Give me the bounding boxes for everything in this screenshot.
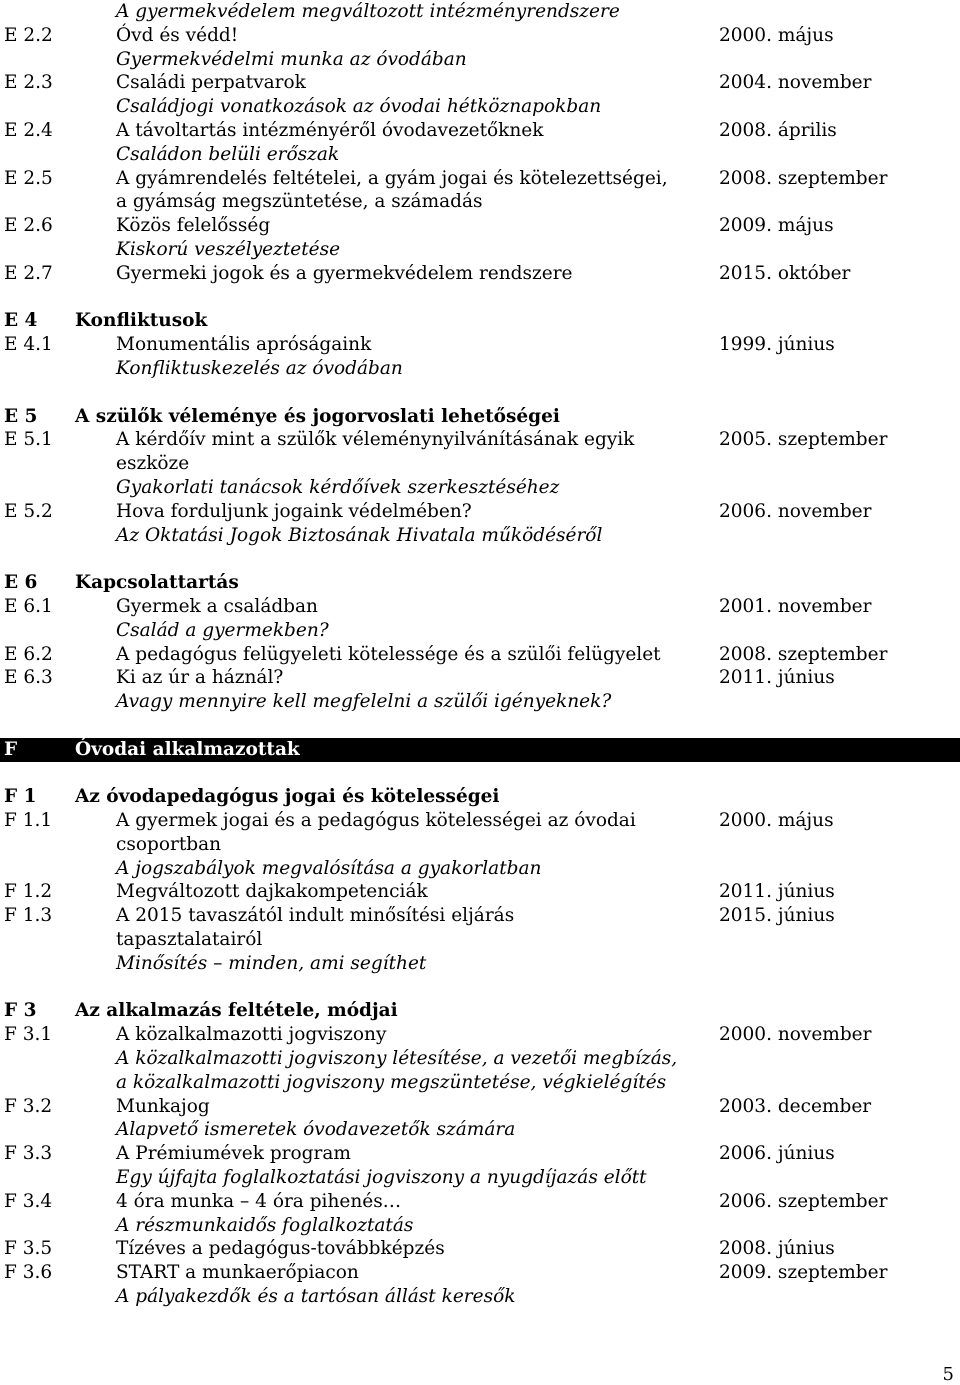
subtitle-text: Minősítés – minden, ami segíthet <box>116 952 427 974</box>
subtitle-text: Az Oktatási Jogok Biztosának Hivatala működéséről <box>116 524 603 546</box>
entry-code: E 6.2 <box>4 643 53 665</box>
entry-code: F 1.3 <box>4 905 53 927</box>
entry-subtitle <box>0 95 960 119</box>
entry-subtitle <box>0 1071 960 1095</box>
entry-code: E 2.7 <box>4 262 53 284</box>
entry-row <box>0 71 960 95</box>
spacer <box>0 976 960 1000</box>
section-heading <box>0 785 960 809</box>
entry-code: E 2.2 <box>4 24 53 46</box>
entry-date: 2015. október <box>719 262 851 284</box>
entry-row <box>0 1237 960 1261</box>
section-title: Kapcsolattartás <box>75 572 239 594</box>
entry-title-cont: tapasztalatairól <box>116 929 263 951</box>
entry-title-continuation <box>0 452 960 476</box>
entry-title-continuation <box>0 833 960 857</box>
entry-date: 2011. június <box>719 667 835 689</box>
spacer <box>0 286 960 310</box>
entry-title: Ki az úr a háznál? <box>116 667 284 689</box>
entry-subtitle <box>0 1285 960 1309</box>
subtitle-text: A közalkalmazotti jogviszony létesítése, a vezetői megbízás, <box>116 1048 678 1070</box>
entry-row <box>0 214 960 238</box>
entry-title: A gyámrendelés feltételei, a gyám jogai és kötelezettségei, <box>116 167 668 189</box>
subtitle-text: Család a gyermekben? <box>116 619 329 641</box>
entry-date: 2011. június <box>719 881 835 903</box>
entry-row <box>0 1142 960 1166</box>
section-title: A szülők véleménye és jogorvoslati lehetőségei <box>75 405 560 427</box>
subtitle-text: Gyakorlati tanácsok kérdőívek szerkesztéséhez <box>116 476 560 498</box>
entry-row <box>0 262 960 286</box>
section-heading <box>0 999 960 1023</box>
entry-subtitle <box>0 476 960 500</box>
entry-row <box>0 809 960 833</box>
subtitle-text: Családon belüli erőszak <box>116 143 340 165</box>
entry-title: Tízéves a pedagógus-továbbképzés <box>116 1238 445 1260</box>
entry-title-continuation <box>0 190 960 214</box>
entry-date: 2009. szeptember <box>719 1262 888 1284</box>
entry-code: F 3.1 <box>4 1024 53 1046</box>
entry-title: START a munkaerőpiacon <box>116 1262 359 1284</box>
entry-subtitle <box>0 1118 960 1142</box>
chapter-title: Óvodai alkalmazottak <box>75 738 300 760</box>
entry-date: 2004. november <box>719 72 872 94</box>
entry-row <box>0 24 960 48</box>
entry-title: A 2015 tavaszától indult minősítési eljárás <box>116 905 515 927</box>
entry-subtitle <box>0 690 960 714</box>
entry-code: F 1.2 <box>4 881 53 903</box>
entry-code: E 4.1 <box>4 334 53 356</box>
entry-code: F 3.6 <box>4 1262 53 1284</box>
subtitle-text: Alapvető ismeretek óvodavezetők számára <box>116 1119 516 1141</box>
entry-title: A gyermek jogai és a pedagógus kötelességei az óvodai <box>116 810 636 832</box>
entry-title-cont: csoportban <box>116 833 222 855</box>
entry-date: 2005. szeptember <box>719 429 888 451</box>
entry-title: Munkajog <box>116 1095 210 1117</box>
entry-title: Gyermeki jogok és a gyermekvédelem rendszere <box>116 262 573 284</box>
section-code: F 1 <box>4 786 37 808</box>
entry-subtitle <box>0 619 960 643</box>
entry-code: E 5.1 <box>4 429 53 451</box>
section-title: Az óvodapedagógus jogai és kötelességei <box>75 786 500 808</box>
entry-date: 2006. június <box>719 1143 835 1165</box>
subtitle-text: a közalkalmazotti jogviszony megszüntetése, végkielégítés <box>116 1071 667 1093</box>
entry-subtitle <box>0 952 960 976</box>
entry-date: 2001. november <box>719 595 872 617</box>
entry-title: Óvd és védd! <box>116 24 239 46</box>
entry-row <box>0 428 960 452</box>
entry-code: F 1.1 <box>4 810 53 832</box>
entry-row <box>0 1261 960 1285</box>
section-code: E 6 <box>4 572 38 594</box>
entry-subtitle <box>0 143 960 167</box>
entry-title: A távoltartás intézményéről óvodavezetőknek <box>116 119 544 141</box>
entry-title: Megváltozott dajkakompetenciák <box>116 881 428 903</box>
entry-date: 2000. május <box>719 24 834 46</box>
entry-code: E 5.2 <box>4 500 53 522</box>
entry-code: E 2.5 <box>4 167 53 189</box>
entry-title: Hova forduljunk jogaink védelmében? <box>116 500 472 522</box>
entry-title-cont: a gyámság megszüntetése, a számadás <box>116 191 483 213</box>
chapter-code: F <box>4 738 18 760</box>
spacer <box>0 547 960 571</box>
entry-date: 2000. május <box>719 810 834 832</box>
section-title: Konfliktusok <box>75 310 208 332</box>
entry-title: A Prémiumévek program <box>116 1143 351 1165</box>
spacer <box>0 714 960 738</box>
entry-row <box>0 904 960 928</box>
entry-code: E 2.3 <box>4 72 53 94</box>
entry-subtitle <box>0 238 960 262</box>
entry-subtitle <box>0 857 960 881</box>
subtitle-text: Avagy mennyire kell megfelelni a szülői igényeknek? <box>116 691 612 713</box>
section-code: E 5 <box>4 405 38 427</box>
entry-title: Családi perpatvarok <box>116 72 306 94</box>
entry-subtitle <box>0 1047 960 1071</box>
chapter-heading-bar <box>0 738 960 762</box>
entry-row <box>0 643 960 667</box>
section-heading <box>0 309 960 333</box>
subtitle-text: A gyermekvédelem megváltozott intézményrendszere <box>116 1 620 22</box>
entry-date: 2000. november <box>719 1024 872 1046</box>
entry-row <box>0 1023 960 1047</box>
entry-code: E 6.3 <box>4 667 53 689</box>
entry-date: 2008. április <box>719 119 837 141</box>
subtitle-text: Kiskorú veszélyeztetése <box>116 238 341 260</box>
subtitle-text: Gyermekvédelmi munka az óvodában <box>116 48 467 70</box>
section-title: Az alkalmazás feltétele, módjai <box>75 1000 398 1022</box>
entry-date: 2006. november <box>719 500 872 522</box>
entry-title: Közös felelősség <box>116 215 271 237</box>
entry-title: Monumentális apróságaink <box>116 334 372 356</box>
entry-title-continuation <box>0 928 960 952</box>
entry-subtitle <box>0 1214 960 1238</box>
entry-date: 2006. szeptember <box>719 1190 888 1212</box>
entry-row <box>0 666 960 690</box>
entry-title-cont: eszköze <box>116 453 190 475</box>
entry-code: E 2.6 <box>4 215 53 237</box>
entry-title: A pedagógus felügyeleti kötelessége és a szülői felügyelet <box>116 643 661 665</box>
subtitle-text: A jogszabályok megvalósítása a gyakorlatban <box>116 857 542 879</box>
entry-row <box>0 333 960 357</box>
entry-row <box>0 595 960 619</box>
entry-subtitle <box>0 357 960 381</box>
subtitle-text: Családjogi vonatkozások az óvodai hétköznapokban <box>116 96 602 118</box>
entry-date: 2008. szeptember <box>719 643 888 665</box>
entry-date: 1999. június <box>719 334 835 356</box>
entry-code: E 2.4 <box>4 119 53 141</box>
section-heading <box>0 571 960 595</box>
entry-subtitle <box>0 48 960 72</box>
entry-date: 2015. június <box>719 905 835 927</box>
spacer <box>0 381 960 405</box>
entry-title: Gyermek a családban <box>116 595 318 617</box>
entry-subtitle <box>0 0 960 24</box>
entry-subtitle <box>0 1166 960 1190</box>
entry-date: 2008. június <box>719 1238 835 1260</box>
entry-date: 2009. május <box>719 215 834 237</box>
page-number: 5 <box>942 1364 954 1385</box>
entry-date: 2003. december <box>719 1095 872 1117</box>
entry-title: A kérdőív mint a szülők véleménynyilvánításának egyik <box>116 429 635 451</box>
entry-title: 4 óra munka – 4 óra pihenés… <box>116 1190 402 1212</box>
entry-row <box>0 1095 960 1119</box>
section-code: E 4 <box>4 310 38 332</box>
entry-code: F 3.5 <box>4 1238 53 1260</box>
entry-row <box>0 167 960 191</box>
entry-code: F 3.4 <box>4 1190 53 1212</box>
entry-code: E 6.1 <box>4 595 53 617</box>
subtitle-text: A részmunkaidős foglalkoztatás <box>116 1214 414 1236</box>
section-heading <box>0 405 960 429</box>
subtitle-text: Konfliktuskezelés az óvodában <box>116 357 403 379</box>
entry-title: A közalkalmazotti jogviszony <box>116 1024 387 1046</box>
entry-row <box>0 1190 960 1214</box>
entry-row <box>0 119 960 143</box>
subtitle-text: Egy újfajta foglalkoztatási jogviszony a nyugdíjazás előtt <box>116 1167 647 1189</box>
entry-code: F 3.2 <box>4 1095 53 1117</box>
subtitle-text: A pályakezdők és a tartósan állást keresők <box>116 1286 516 1308</box>
entry-date: 2008. szeptember <box>719 167 888 189</box>
entry-subtitle <box>0 524 960 548</box>
section-code: F 3 <box>4 1000 37 1022</box>
entry-row <box>0 880 960 904</box>
spacer <box>0 762 960 786</box>
entry-row <box>0 500 960 524</box>
entry-code: F 3.3 <box>4 1143 53 1165</box>
